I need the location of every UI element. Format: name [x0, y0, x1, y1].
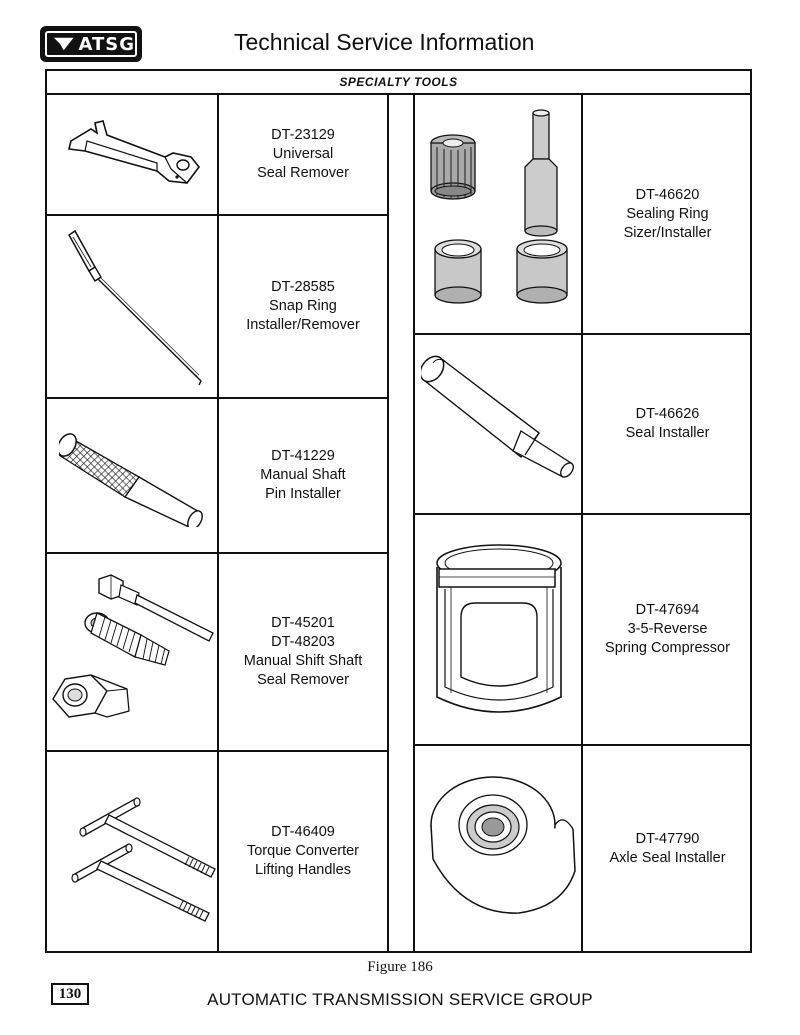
tool-label-dt-46409: DT-46409 Torque Converter Lifting Handles — [246, 824, 360, 878]
axle-seal-installer-illustration — [423, 773, 579, 923]
tool-label-dt-47790: DT-47790 Axle Seal Installer — [609, 830, 726, 866]
shift-shaft-seal-remover-illustration — [51, 571, 215, 741]
logo-text: ATSG — [78, 33, 135, 55]
footer-text: AUTOMATIC TRANSMISSION SERVICE GROUP — [207, 990, 593, 1009]
tool-label-dt-41229: DT-41229 Manual Shaft Pin Installer — [260, 448, 346, 502]
seal-installer-illustration — [421, 351, 581, 491]
tool-label-dt-46626: DT-46626 Seal Installer — [625, 406, 710, 441]
tool-label-dt-28585: DT-28585 Snap Ring Installer/Remover — [246, 279, 360, 333]
seal-remover-illustration — [61, 111, 207, 191]
divider — [413, 93, 415, 953]
tool-label-dt-46620: DT-46620 Sealing Ring Sizer/Installer — [623, 186, 712, 241]
table-banner: SPECIALTY TOOLS — [47, 71, 750, 95]
tool-label-dt-47694: DT-47694 3-5-Reverse Spring Compressor — [605, 602, 730, 656]
tools-table — [45, 69, 752, 953]
sealing-ring-sizer-illustration — [421, 107, 581, 319]
snap-ring-tool-illustration — [61, 229, 207, 389]
atsg-logo — [40, 26, 142, 62]
wing-icon — [53, 35, 74, 53]
figure-caption: Figure 186 — [367, 959, 433, 975]
lifting-handles-illustration — [71, 781, 221, 931]
spring-compressor-illustration — [429, 537, 579, 729]
tool-label-dt-45201: DT-45201 DT-48203 Manual Shift Shaft Seal Remover — [243, 615, 363, 688]
page-number: 130 — [51, 983, 89, 1005]
pin-installer-illustration — [59, 417, 209, 527]
tool-label-dt-23129: DT-23129 Universal Seal Remover — [257, 127, 349, 181]
page-title: Technical Service Information — [234, 29, 535, 55]
divider — [387, 93, 389, 953]
